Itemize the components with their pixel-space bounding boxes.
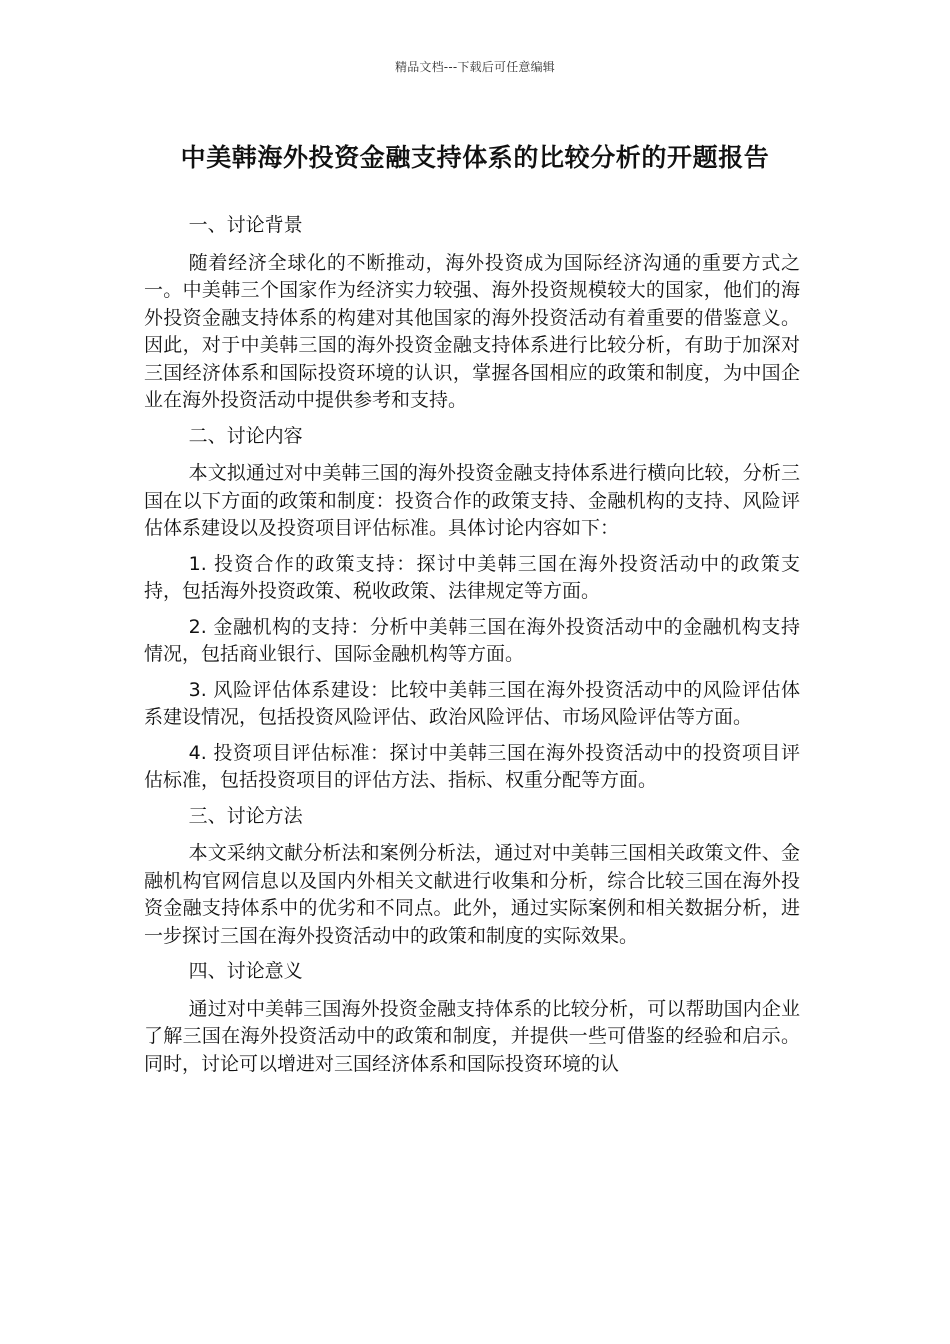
document-title: 中美韩海外投资金融支持体系的比较分析的开题报告: [180, 143, 770, 172]
section-heading-content: 二、讨论内容: [188, 424, 303, 447]
paragraph-content-intro: 本文拟通过对中美韩三国的海外投资金融支持体系进行横向比较，分析三国在以下方面的政策和制度：投资合作的政策支持、金融机构的支持、风险评估体系建设以及投资项目评估标准。具体讨论内容如下：: [144, 462, 800, 539]
section-heading-method: 三、讨论方法: [188, 804, 303, 827]
paragraph-background: 随着经济全球化的不断推动，海外投资成为国际经济沟通的重要方式之一。中美韩三个国家作为经济实力较强、海外投资规模较大的国家，他们的海外投资金融支持体系的构建对其他国家的海外投资活动有着重要的借鉴意义。因此，对于中美韩三国的海外投资金融支持体系进行比较分析，有助于加深对三国经济体系和国际投资环境的认识，掌握各国相应的政策和制度，为中国企业在海外投资活动中提供参考和支持。: [144, 251, 800, 411]
section-heading-background: 一、讨论背景: [188, 214, 303, 236]
paragraph-content-item-3: 3. 风险评估体系建设：比较中美韩三国在海外投资活动中的风险评估体系建设情况，包括投资风险评估、政治风险评估、市场风险评估等方面。: [144, 678, 800, 728]
document-body: [144, 212, 800, 1086]
page-header-note: 精品文档---下载后可任意编辑: [395, 60, 555, 74]
paragraph-method: 本文采纳文献分析法和案例分析法，通过对中美韩三国相关政策文件、金融机构官网信息以及国内外相关文献进行收集和分析，综合比较三国在海外投资金融支持体系中的优劣和不同点。此外，通过实际案例和相关数据分析，进一步探讨三国在海外投资活动中的政策和制度的实际效果。: [144, 842, 800, 947]
section-heading-significance: 四、讨论意义: [188, 960, 303, 982]
paragraph-content-item-1: 1. 投资合作的政策支持：探讨中美韩三国在海外投资活动中的政策支持，包括海外投资政策、税收政策、法律规定等方面。: [144, 552, 800, 602]
paragraph-content-item-4: 4. 投资项目评估标准：探讨中美韩三国在海外投资活动中的投资项目评估标准，包括投资项目的评估方法、指标、权重分配等方面。: [144, 741, 800, 791]
paragraph-significance: 通过对中美韩三国海外投资金融支持体系的比较分析，可以帮助国内企业了解三国在海外投资活动中的政策和制度，并提供一些可借鉴的经验和启示。同时，讨论可以增进对三国经济体系和国际投资环境的认: [144, 997, 800, 1075]
paragraph-content-item-2: 2. 金融机构的支持：分析中美韩三国在海外投资活动中的金融机构支持情况，包括商业银行、国际金融机构等方面。: [144, 615, 800, 665]
